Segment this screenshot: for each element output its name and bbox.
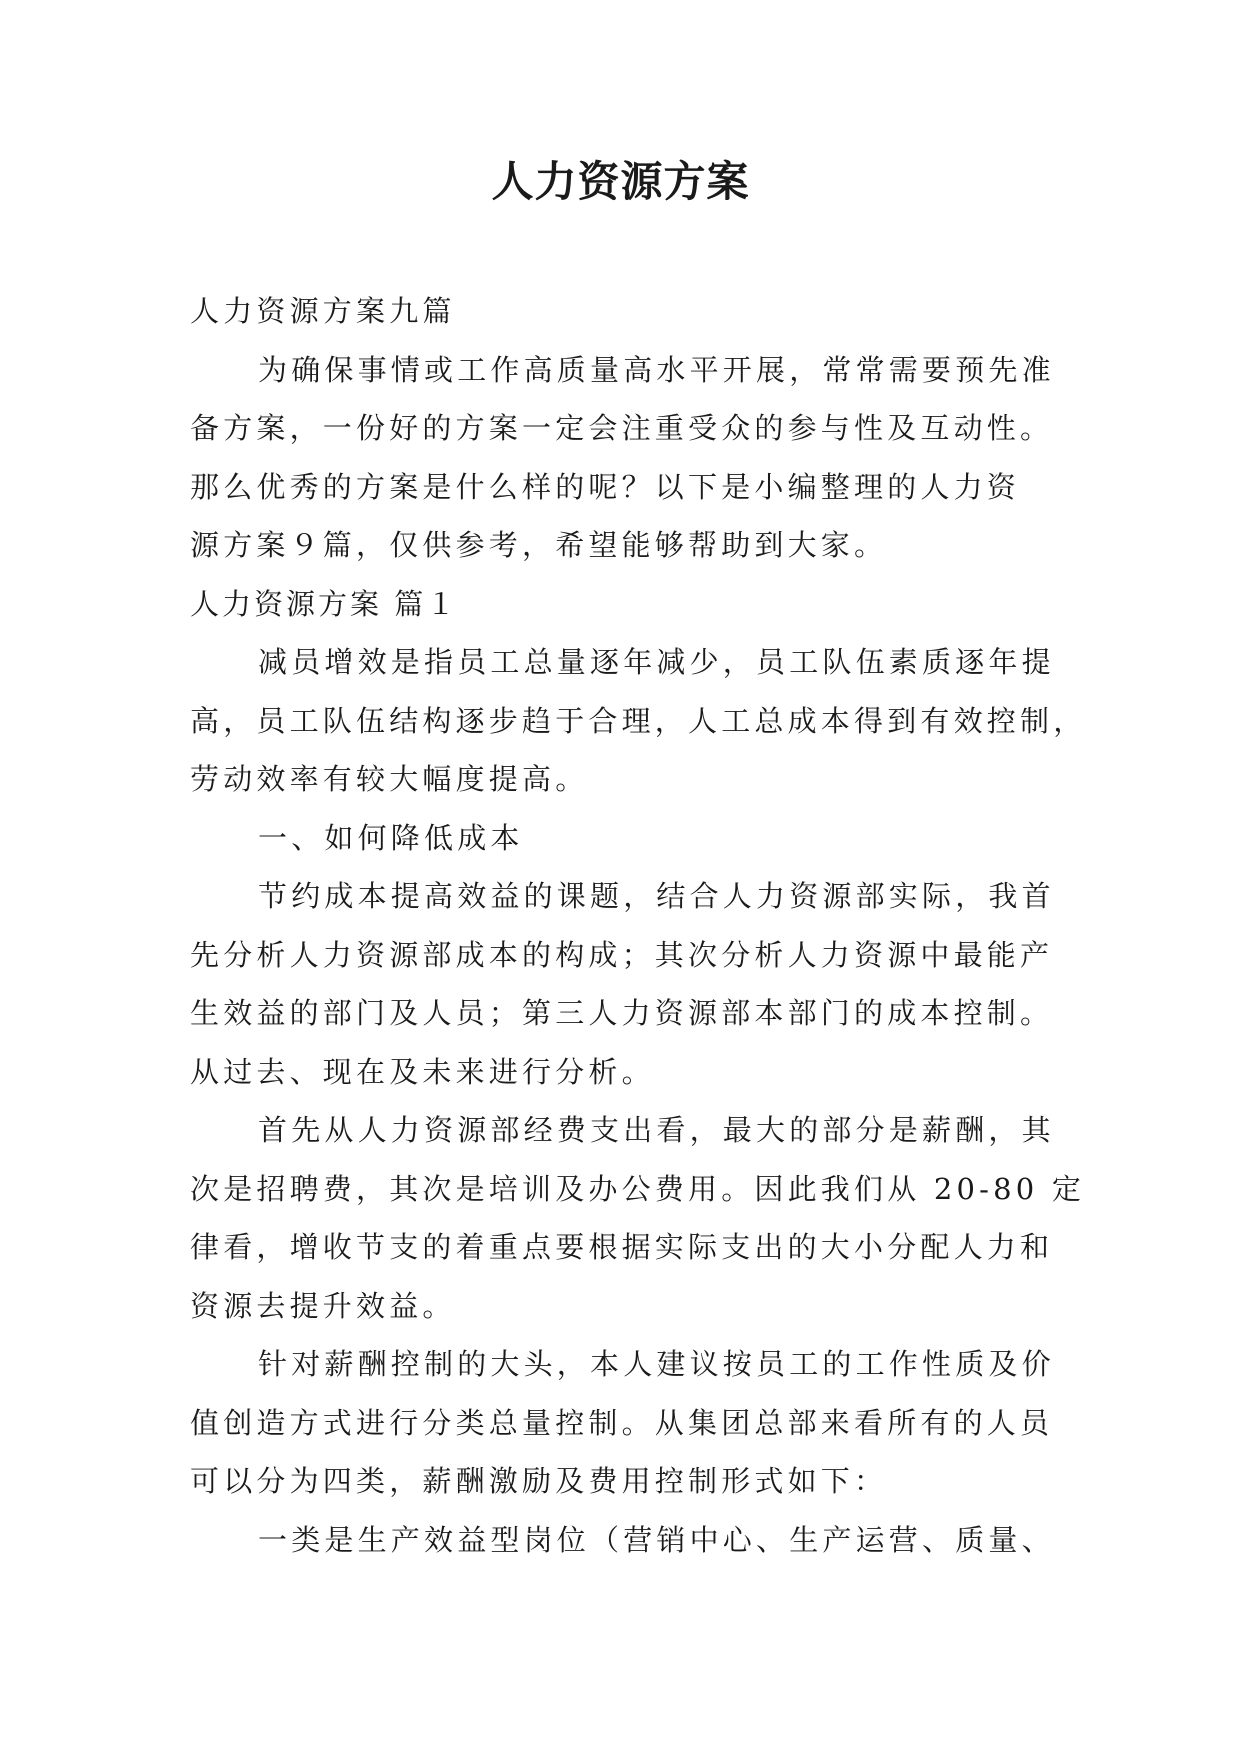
section-heading: 人力资源方案 篇１ [190,586,459,621]
paragraph-line: 那么优秀的方案是什么样的呢？以下是小编整理的人力资 [190,469,1021,504]
paragraph-line: 值创造方式进行分类总量控制。从集团总部来看所有的人员 [190,1405,1054,1440]
paragraph-line: 为确保事情或工作高质量高水平开展，常常需要预先准 [258,352,1055,387]
paragraph-line: 劳动效率有较大幅度提高。 [190,762,589,796]
subtitle-line: 人力资源方案九篇 [190,294,456,328]
paragraph-line: 源方案９篇，仅供参考，希望能够帮助到大家。 [190,528,888,562]
subheading-line: 一、如何降低成本 [258,820,524,855]
paragraph-line: 节约成本提高效益的课题，结合人力资源部实际，我首 [258,879,1055,913]
document-title: 人力资源方案 [491,157,750,206]
paragraph-line: 首先从人力资源部经费支出看，最大的部分是薪酬，其 [258,1113,1055,1147]
paragraph-line: 先分析人力资源部成本的构成；其次分析人力资源中最能产 [190,937,1054,972]
paragraph-line: 次是招聘费，其次是培训及办公费用。因此我们从 20-80 定 [190,1171,1086,1206]
paragraph-line: 资源去提升效益。 [190,1288,456,1323]
document-body [190,282,1087,1569]
paragraph-line: 可以分为四类，薪酬激励及费用控制形式如下： [190,1464,888,1498]
paragraph-line: 生效益的部门及人员；第三人力资源部本部门的成本控制。 [190,996,1054,1030]
paragraph-line: 律看，增收节支的着重点要根据实际支出的大小分配人力和 [190,1230,1054,1264]
paragraph-line: 一类是生产效益型岗位（营销中心、生产运营、质量、 [258,1522,1055,1557]
paragraph-line: 减员增效是指员工总量逐年减少，员工队伍素质逐年提 [258,645,1055,679]
paragraph-line: 高，员工队伍结构逐步趋于合理，人工总成本得到有效控制， [190,703,1087,738]
paragraph-line: 备方案，一份好的方案一定会注重受众的参与性及互动性。 [190,411,1054,445]
paragraph-line: 从过去、现在及未来进行分析。 [190,1054,655,1089]
paragraph-line: 针对薪酬控制的大头，本人建议按员工的工作性质及价 [258,1347,1055,1381]
